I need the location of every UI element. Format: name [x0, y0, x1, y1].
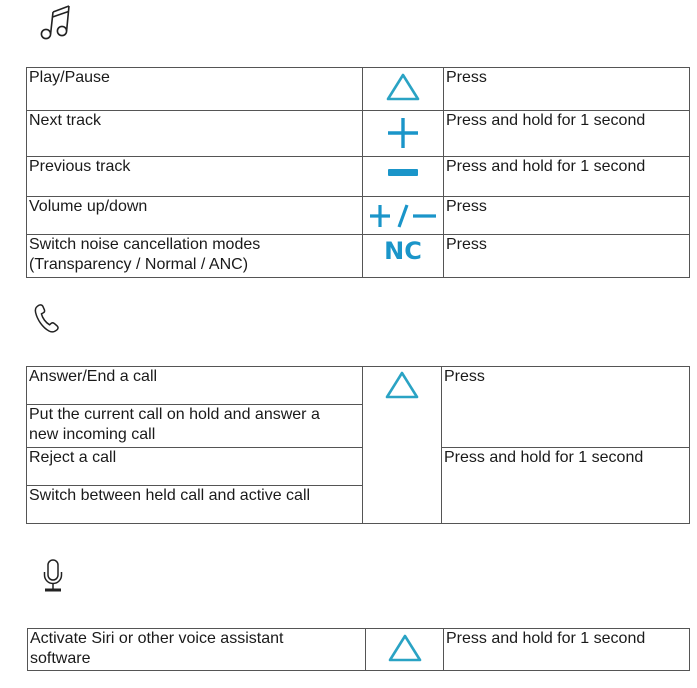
- microphone-icon: [40, 558, 66, 596]
- table-row: [27, 197, 690, 235]
- action-line-2: (Transparency / Normal / ANC): [29, 256, 249, 273]
- method-cell: Press: [444, 235, 690, 278]
- method-cell: Press and hold for 1 second: [442, 448, 690, 524]
- action-cell: [27, 405, 363, 448]
- music-controls-table: [26, 67, 690, 278]
- phone-icon: [32, 302, 62, 336]
- method-cell: Press and hold for 1 second: [444, 629, 690, 671]
- action-cell: Previous track: [27, 157, 363, 197]
- table-row: [27, 367, 690, 405]
- action-cell: [27, 235, 363, 278]
- table-row: [27, 157, 690, 197]
- minus-button-icon: [387, 167, 419, 179]
- table-row: [27, 111, 690, 157]
- triangle-button-icon: [387, 633, 423, 663]
- action-cell: [28, 629, 366, 671]
- symbol-cell: [363, 197, 444, 235]
- method-cell: Press and hold for 1 second: [444, 157, 690, 197]
- method-cell: Press: [442, 367, 690, 448]
- method-cell: Press: [444, 197, 690, 235]
- action-cell: Play/Pause: [27, 68, 363, 111]
- action-line: Activate Siri or other voice assistant: [30, 630, 284, 647]
- action-cell: Switch between held call and active call: [27, 486, 363, 524]
- symbol-cell: [366, 629, 444, 671]
- action-line: Put the current call on hold and answer a: [29, 406, 320, 423]
- symbol-cell: [363, 367, 442, 524]
- action-line-2: new incoming call: [29, 426, 156, 443]
- action-cell: Volume up/down: [27, 197, 363, 235]
- table-row: [27, 448, 690, 486]
- action-cell: Next track: [27, 111, 363, 157]
- nc-button-label: NC: [384, 237, 422, 265]
- method-cell: Press and hold for 1 second: [444, 111, 690, 157]
- plus-button-icon: [386, 116, 420, 150]
- table-row: [28, 629, 690, 671]
- action-cell: Reject a call: [27, 448, 363, 486]
- plus-minus-button-icon: [368, 201, 438, 231]
- triangle-button-icon: [385, 72, 421, 102]
- music-note-icon: [38, 4, 76, 42]
- table-row: [27, 68, 690, 111]
- symbol-cell: [363, 157, 444, 197]
- action-cell: Answer/End a call: [27, 367, 363, 405]
- voice-assistant-table: [27, 628, 690, 671]
- symbol-cell: [363, 68, 444, 111]
- action-line-2: software: [30, 650, 91, 667]
- table-row: [27, 235, 690, 278]
- method-cell: Press: [444, 68, 690, 111]
- symbol-cell: [363, 235, 444, 278]
- triangle-button-icon: [384, 370, 420, 400]
- action-line: Switch noise cancellation modes: [29, 236, 261, 253]
- call-controls-table: [26, 366, 690, 524]
- symbol-cell: [363, 111, 444, 157]
